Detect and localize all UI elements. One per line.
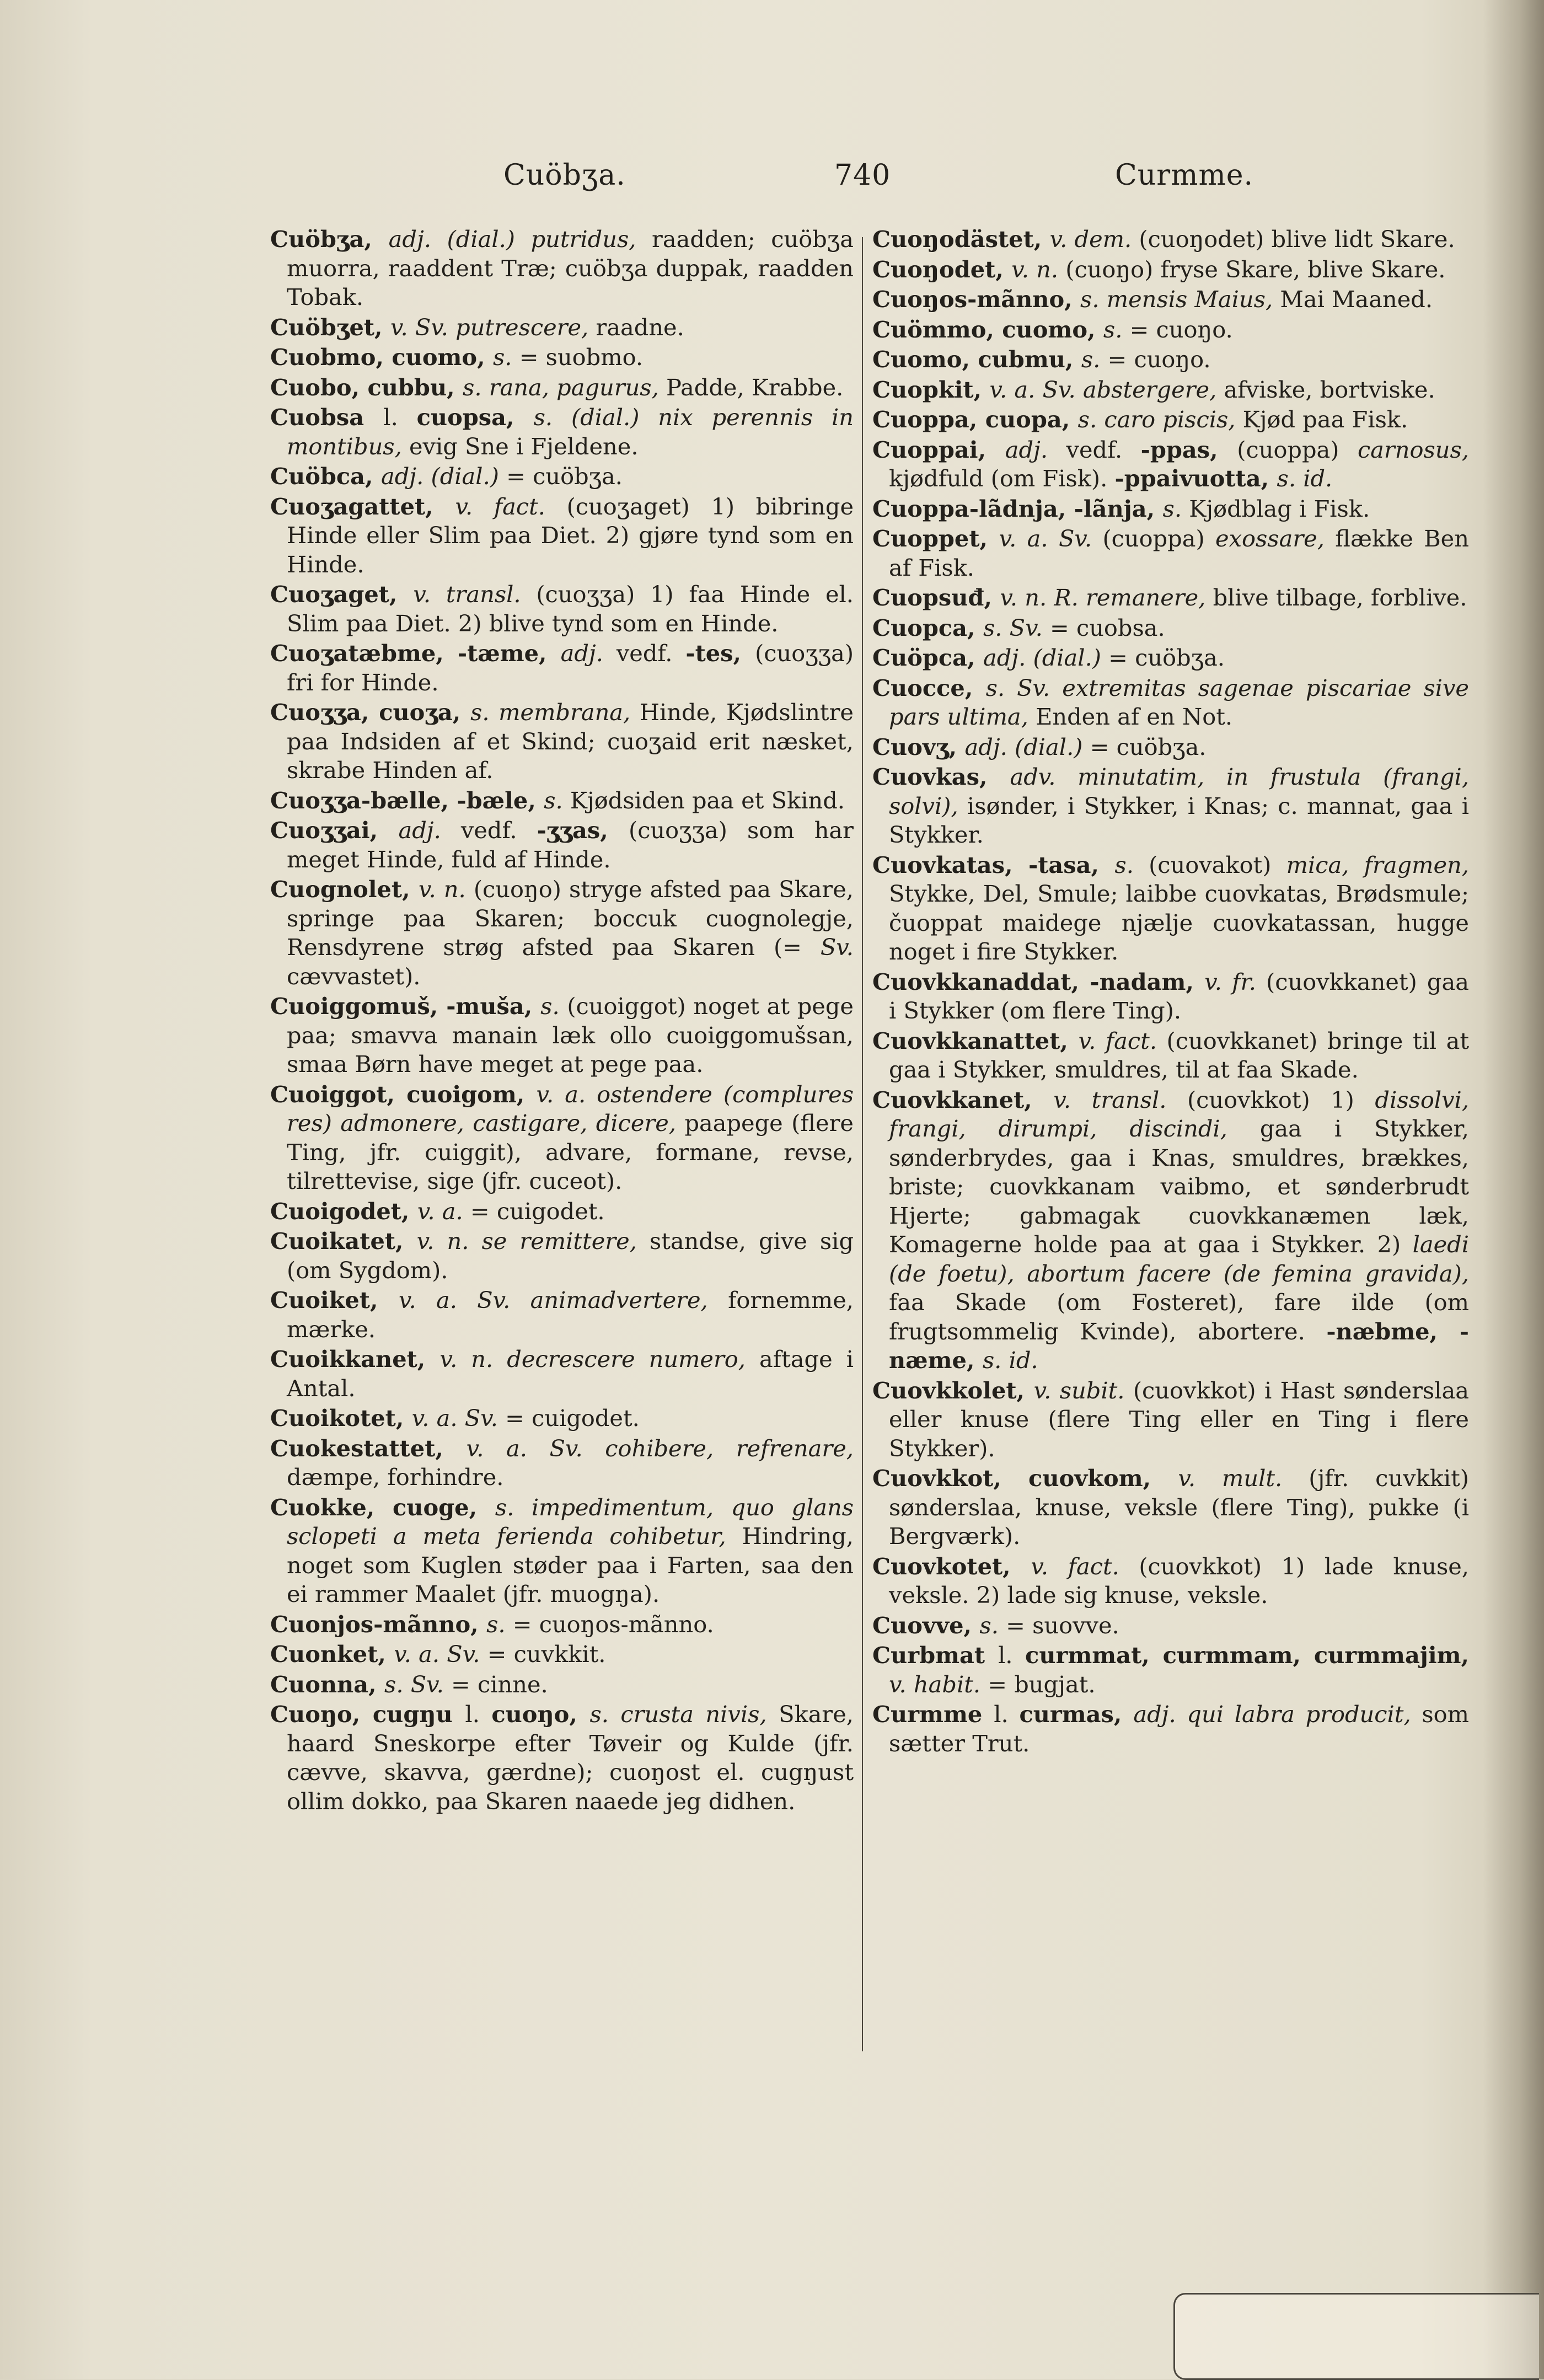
headword: Cuoppa, cuopa, [872, 406, 1078, 433]
definition-text: (cuoŋo) fryse Skare, blive Skare. [1065, 255, 1446, 283]
dictionary-entry [872, 495, 1469, 524]
grammar-latin: laedi (de foetu), abortum facere (de femina gravida), [889, 1231, 1469, 1287]
definition-text: Skare, haard Sneskorpe efter Tøveir og Kulde (jfr. cævve, skavva, gærdne); cuoŋost el. cugŋust ollim dokko, paa Skaren naaede jeg didhen. [287, 1701, 854, 1815]
column-divider [862, 237, 863, 2051]
left-column [270, 225, 854, 1817]
headword: cuopsa, [416, 404, 534, 431]
headword: curmas, [1019, 1701, 1134, 1728]
grammar-latin: v. a. Sv. animadvertere, [398, 1287, 728, 1314]
definition-text: (cuovakot) [1149, 851, 1286, 878]
grammar-latin: s. [1103, 315, 1130, 343]
definition-text: = cuoŋo. [1129, 315, 1233, 343]
definition-text: (cuoŋo) stryge afsted paa Skare, springe paa Skaren; boccuk cuognolegje, Rensdyrene strøg afsted paa Skaren (= [287, 876, 854, 961]
grammar-latin: s. mensis Maius, [1080, 286, 1280, 313]
grammar-latin: v. a. ostendere (complures res) admonere, castigare, dicere, [287, 1080, 854, 1137]
definition-text: = cuöbʒa. [506, 463, 623, 490]
dictionary-entry [872, 644, 1469, 673]
headword: Cuoʒʒa, cuoʒa, [270, 699, 471, 726]
definition-text: (cuovkkot) 1) [1187, 1086, 1375, 1113]
definition-text: blive tilbage, forblive. [1213, 584, 1467, 611]
headword: Cuovkatas, -tasa, [872, 851, 1115, 878]
dictionary-entry [270, 698, 854, 785]
definition-text: afviske, bortviske. [1224, 376, 1435, 403]
grammar-latin: s. Sv. extremitas sagenae piscariae sive pars ultima, [889, 674, 1469, 730]
grammar-latin: s. id. [982, 1347, 1038, 1374]
definition-text: = cuoŋo. [1107, 346, 1211, 373]
definition-text: (cuoʒʒa) fri for Hinde. [287, 640, 854, 696]
headword: Cuoʒaget, [270, 581, 414, 608]
definition-text: paapege (flere Ting, jfr. cuiggit), advare, formane, revse, tilrettevise, sige (jfr. cuceot). [287, 1109, 854, 1194]
headword: Cuoʒagattet, [270, 492, 455, 520]
grammar-latin: v. n. [418, 876, 474, 903]
headword: Cuoppet, [872, 525, 999, 552]
grammar-latin: s. impedimentum, quo glans sclopeti a meta ferienda cohibetur, [287, 1493, 854, 1550]
grammar-latin: v. a. Sv. [411, 1405, 506, 1432]
headword: Cuokke, cuoge, [270, 1493, 495, 1521]
definition-text: vedf. [1066, 436, 1141, 463]
definition-text: (cuoʒʒa) som har meget Hinde, fuld af Hinde. [287, 817, 854, 873]
grammar-latin: v. fr. [1204, 968, 1267, 995]
headword: -ppas, [1140, 436, 1237, 463]
dictionary-entry [270, 1640, 854, 1669]
definition-text: standse, give sig (om Sygdom). [287, 1227, 854, 1284]
headword: Cuognolet, [270, 876, 419, 903]
grammar-latin: Sv. [820, 934, 854, 961]
library-label-stamp [1173, 2293, 1539, 2380]
grammar-latin: carnosus, [1357, 436, 1469, 463]
dictionary-entry [872, 225, 1469, 254]
dictionary-entry [872, 583, 1469, 613]
definition-text: (cuoppa) [1237, 436, 1358, 463]
dictionary-entry [872, 1464, 1469, 1551]
headword: Cuovve, [872, 1611, 980, 1639]
dictionary-entry [872, 1700, 1469, 1758]
definition-text: evig Sne i Fjeldene. [409, 432, 639, 460]
dictionary-entry [270, 1404, 854, 1433]
definition-text: aftage i Antal. [287, 1346, 854, 1402]
dictionary-entry [872, 1552, 1469, 1610]
definition-text: flække Ben af Fisk. [889, 525, 1469, 581]
headword: Cuoigodet, [270, 1197, 417, 1225]
dictionary-entry [270, 313, 854, 342]
definition-text: = cuvkkit. [487, 1641, 606, 1668]
headword: Cuovkkot, cuovkom, [872, 1465, 1178, 1492]
dictionary-entry [270, 816, 854, 874]
definition-text: dæmpe, forhindre. [287, 1464, 504, 1491]
headword: Cuoiggot, cuoigom, [270, 1080, 537, 1108]
dictionary-entry [872, 1376, 1469, 1464]
grammar-latin: v. a. Sv. [394, 1641, 487, 1668]
definition-text: (cuoŋodet) blive lidt Skare. [1139, 226, 1455, 253]
dictionary-entry [872, 1611, 1469, 1641]
definition-text: fornemme, mærke. [287, 1287, 854, 1343]
grammar-latin: adj. (dial.) [964, 733, 1090, 760]
dictionary-entry [270, 1493, 854, 1609]
grammar-latin: v. n. decrescere numero, [439, 1346, 760, 1373]
definition-text: = cuöbʒa. [1090, 733, 1207, 760]
definition-text: som sætter Trut. [889, 1701, 1469, 1757]
definition-text: Hinde, Kjødslintre paa Indsiden af et Skind; cuoʒaid erit næsket, skrabe Hinden af. [287, 699, 854, 784]
dictionary-entry [270, 373, 854, 403]
dictionary-entry [872, 436, 1469, 494]
definition-text: l. [994, 1701, 1020, 1728]
grammar-latin: v. transl. [1053, 1086, 1187, 1113]
dictionary-entry [270, 403, 854, 461]
definition-text: Kjød paa Fisk. [1242, 406, 1408, 433]
definition-text: isønder, i Stykker, i Knas; c. mannat, gaa i Stykker. [889, 792, 1469, 848]
grammar-latin: adj. [560, 640, 616, 667]
definition-text: raadden; cuöbʒa muorra, raaddent Træ; cuöbʒa duppak, raadden Tobak. [287, 226, 854, 310]
headword: Cuopkit, [872, 376, 990, 403]
grammar-latin: s. Sv. [384, 1670, 452, 1698]
grammar-latin: adj. (dial.) putridus, [388, 226, 652, 253]
grammar-latin: v. a. Sv. cohibere, refrenare, [466, 1434, 854, 1462]
headword: Cuömmo, cuomo, [872, 315, 1103, 343]
headword: Cuoŋo, cugŋu [270, 1701, 465, 1728]
headword: -ppaivuotta, [1114, 465, 1277, 492]
grammar-latin: s. Sv. [983, 614, 1050, 641]
right-column [872, 225, 1469, 1759]
definition-text: cævvastet). [287, 962, 421, 990]
headword: Cuovkkanaddat, -nadam, [872, 968, 1205, 995]
grammar-latin: v. subit. [1033, 1376, 1133, 1404]
headword: Cuovkkolet, [872, 1376, 1034, 1404]
headword: Cuoppa-lãdnja, -lãnja, [872, 495, 1163, 522]
dictionary-entry [270, 225, 854, 312]
grammar-latin: adj. [398, 817, 461, 844]
headword: Cuoʒʒai, [270, 817, 399, 844]
headword: Cuoŋodet, [872, 255, 1012, 283]
headword: Cuokestattet, [270, 1434, 467, 1462]
dictionary-entry [270, 1197, 854, 1226]
definition-text: = bugjat. [988, 1670, 1096, 1698]
headword: Cuovkkanet, [872, 1086, 1054, 1113]
definition-text: Enden af en Not. [1036, 703, 1233, 730]
dictionary-entry [270, 492, 854, 580]
dictionary-entry [270, 786, 854, 816]
headword: cuoŋo, [491, 1701, 590, 1728]
grammar-latin: v. n. [1011, 255, 1066, 283]
dictionary-entry [872, 376, 1469, 405]
grammar-latin: s. rana, pagurus, [463, 373, 666, 401]
definition-text: l. [998, 1642, 1026, 1669]
page-number: 740 [834, 159, 891, 192]
grammar-latin: exossare, [1215, 525, 1336, 552]
grammar-latin: s. [544, 786, 570, 814]
headword: Cuobmo, cuomo, [270, 344, 493, 371]
definition-text: (cuovkkot) 1) lade knuse, veksle. 2) lade sig knuse, veksle. [889, 1552, 1469, 1609]
definition-text: = cuigodet. [470, 1197, 605, 1225]
definition-text: = cuobsa. [1049, 614, 1165, 641]
grammar-latin: v. fact. [455, 492, 567, 520]
grammar-latin: s. [493, 344, 519, 371]
headword: Cuoiket, [270, 1287, 399, 1314]
grammar-latin: s. (dial.) nix perennis in montibus, [287, 404, 854, 460]
grammar-latin: v. fact. [1031, 1552, 1139, 1580]
headword: Cuobsa [270, 404, 384, 431]
grammar-latin: s. membrana, [470, 699, 640, 726]
definition-text: (cuoppa) [1102, 525, 1216, 552]
grammar-latin: adj. (dial.) [983, 644, 1109, 671]
headword: Cuovʒ, [872, 733, 965, 760]
headword: -tes, [685, 640, 755, 667]
dictionary-entry [270, 1286, 854, 1344]
headword: Cuopca, [872, 614, 983, 641]
headword: Cuöbca, [270, 463, 381, 490]
headword: Cuoikkanet, [270, 1346, 440, 1373]
definition-text: (cuovkkanet) bringe til at gaa i Stykker, smuldres, til at faa Skade. [889, 1027, 1470, 1083]
dictionary-entry [270, 1434, 854, 1492]
definition-text: (cuovkkanet) gaa i Stykker (om flere Ting). [889, 968, 1469, 1024]
dictionary-entry [872, 614, 1469, 643]
headword: Cuonket, [270, 1641, 394, 1668]
headword: Curmme [872, 1701, 994, 1728]
grammar-latin: adj. [1005, 436, 1066, 463]
headword: Cuoppai, [872, 436, 1005, 463]
definition-text: Kjødsiden paa et Skind. [570, 786, 845, 814]
headword: -næbme, -næme, [889, 1317, 1469, 1374]
headword: Cuoŋos-mãnno, [872, 286, 1081, 313]
dictionary-entry [270, 580, 854, 638]
grammar-latin: v. fact. [1078, 1027, 1167, 1054]
grammar-latin: v. habit. [889, 1670, 988, 1698]
dictionary-entry [872, 405, 1469, 435]
dictionary-entry [872, 1027, 1469, 1085]
dictionary-entry [270, 462, 854, 491]
definition-text: Kjødblag i Fisk. [1189, 495, 1370, 522]
grammar-latin: s. [979, 1611, 1006, 1639]
definition-text: = cuigodet. [505, 1405, 640, 1432]
dictionary-entry [270, 1080, 854, 1196]
headword: Cuonna, [270, 1670, 385, 1698]
dictionary-entry [872, 1086, 1469, 1375]
grammar-latin: v. Sv. putrescere, [390, 313, 596, 341]
definition-text: (cuoiggot) noget at pege paa; smavva manain læk ollo cuoiggomušsan, smaa Børn have meget at pege paa. [287, 993, 854, 1078]
definition-text: vedf. [460, 817, 537, 844]
grammar-latin: v. a. [417, 1197, 470, 1225]
headword: -ʒʒas, [537, 817, 629, 844]
headword: Cuoʒʒa-bælle, -bæle, [270, 786, 544, 814]
grammar-latin: s. caro piscis, [1077, 406, 1243, 433]
grammar-latin: s. id. [1277, 465, 1333, 492]
grammar-latin: s. [1114, 851, 1149, 878]
headword: curmmat, curmmam, curmmajim, [1025, 1642, 1469, 1669]
dictionary-entry [270, 875, 854, 991]
dictionary-entry [872, 524, 1469, 582]
running-head-last-word: Curmme. [1115, 159, 1254, 192]
grammar-latin: v. n. se remittere, [416, 1227, 650, 1255]
headword: Cuöpca, [872, 644, 983, 671]
running-head-first-word: Cuöbʒa. [503, 159, 626, 192]
grammar-latin: v. a. Sv. abstergere, [989, 376, 1224, 403]
grammar-latin: v. a. Sv. [999, 525, 1103, 552]
book-spine-shadow [1483, 0, 1544, 2379]
definition-text: (cuovkkot) i Hast sønderslaa eller knuse (flere Ting eller en Ting i flere Stykker). [889, 1376, 1469, 1462]
headword: Cuoikotet, [270, 1405, 412, 1432]
dictionary-entry [872, 674, 1469, 732]
definition-text: = cuoŋos-mãnno. [512, 1610, 714, 1638]
grammar-latin: adv. minutatim, in frustula (frangi, solvi), [889, 763, 1470, 819]
headword: Cuoŋodästet, [872, 226, 1050, 253]
grammar-latin: s. [1162, 495, 1189, 522]
grammar-latin: s. crusta nivis, [589, 1701, 779, 1728]
dictionary-entry [872, 763, 1469, 850]
headword: Cuöbʒa, [270, 226, 389, 253]
definition-text: Padde, Krabbe. [666, 373, 844, 401]
grammar-latin: v. transl. [413, 581, 537, 608]
dictionary-entry [872, 968, 1469, 1026]
headword: Cuovkotet, [872, 1552, 1031, 1580]
dictionary-entry [872, 1641, 1469, 1699]
dictionary-entry [270, 1610, 854, 1639]
headword: Cuopsuđ, [872, 584, 1000, 611]
dictionary-entry [872, 851, 1469, 967]
grammar-latin: v. n. R. remanere, [1000, 584, 1213, 611]
dictionary-entry [270, 343, 854, 372]
definition-text: Mai Maaned. [1280, 286, 1433, 313]
grammar-latin: adj. qui labra producit, [1133, 1701, 1422, 1728]
definition-text: faa Skade (om Fosteret), fare ilde (om frugtsommelig Kvinde), abortere. [889, 1289, 1469, 1345]
dictionary-entry [872, 255, 1469, 285]
definition-text: l. [383, 404, 417, 431]
headword: Cuonjos-mãnno, [270, 1610, 487, 1638]
headword: Cuomo, cubmu, [872, 346, 1081, 373]
definition-text: l. [465, 1701, 492, 1728]
dictionary-entry [872, 315, 1469, 345]
definition-text: Stykke, Del, Smule; laibbe cuovkatas, Brødsmule; čuoppat maidege njælje cuovkatassan, hugge noget i fire Stykker. [889, 880, 1469, 965]
definition-text: (jfr. cuvkkit) sønderslaa, knuse, veksle (flere Ting), pukke (i Bergværk). [889, 1465, 1469, 1550]
dictionary-entry [872, 285, 1469, 314]
dictionary-entry [270, 1670, 854, 1700]
grammar-latin: s. [540, 993, 567, 1020]
headword: Cuocce, [872, 674, 986, 701]
headword: Curbmat [872, 1642, 998, 1669]
headword: Cuoʒatæbme, -tæme, [270, 640, 561, 667]
headword: Cuoiggomuš, -muša, [270, 993, 541, 1020]
grammar-latin: v. dem. [1049, 226, 1139, 253]
grammar-latin: s. [1081, 346, 1108, 373]
dictionary-entry [270, 1345, 854, 1403]
grammar-latin: adj. (dial.) [380, 463, 507, 490]
definition-text: Hindring, noget som Kuglen støder paa i Farten, saa den ei rammer Maalet (jfr. muogŋa). [287, 1523, 854, 1607]
definition-text: vedf. [616, 640, 686, 667]
headword: Cuovkkanattet, [872, 1027, 1079, 1054]
headword: Cuöbʒet, [270, 313, 390, 341]
headword: Cuoikatet, [270, 1227, 417, 1255]
definition-text: = suobmo. [519, 344, 644, 371]
headword: Cuobo, cubbu, [270, 373, 463, 401]
grammar-latin: dissolvi, frangi, dirumpi, discindi, [889, 1086, 1470, 1142]
dictionary-entry [872, 733, 1469, 762]
definition-text: = cinne. [451, 1670, 548, 1698]
definition-text: (cuoʒaget) 1) bibringe Hinde eller Slim paa Diet. 2) gjøre tynd som en Hinde. [287, 492, 854, 578]
dictionary-entry [270, 1227, 854, 1285]
headword: Cuovkas, [872, 763, 1010, 790]
dictionary-entry [270, 639, 854, 697]
dictionary-entry [270, 1700, 854, 1816]
grammar-latin: v. mult. [1178, 1465, 1309, 1492]
definition-text: (cuoʒʒa) 1) faa Hinde el. Slim paa Diet. 2) blive tynd som en Hinde. [287, 581, 854, 637]
definition-text: raadne. [596, 313, 684, 341]
dictionary-entry [872, 345, 1469, 374]
definition-text: = suovve. [1006, 1611, 1119, 1639]
dictionary-entry [270, 992, 854, 1079]
grammar-latin: mica, fragmen, [1286, 851, 1469, 878]
definition-text: = cuöbʒa. [1108, 644, 1225, 671]
grammar-latin: s. [486, 1610, 513, 1638]
definition-text: gaa i Stykker, sønderbrydes, gaa i Knas, smuldres, brækkes, briste; cuovkkanam vaibmo, et sønderbrudt Hjerte; gabmagak cuovkkanæmen læk, Komagerne holde paa at gaa i Stykker. 2) [889, 1115, 1470, 1258]
definition-text: kjødfuld (om Fisk). [889, 465, 1115, 492]
